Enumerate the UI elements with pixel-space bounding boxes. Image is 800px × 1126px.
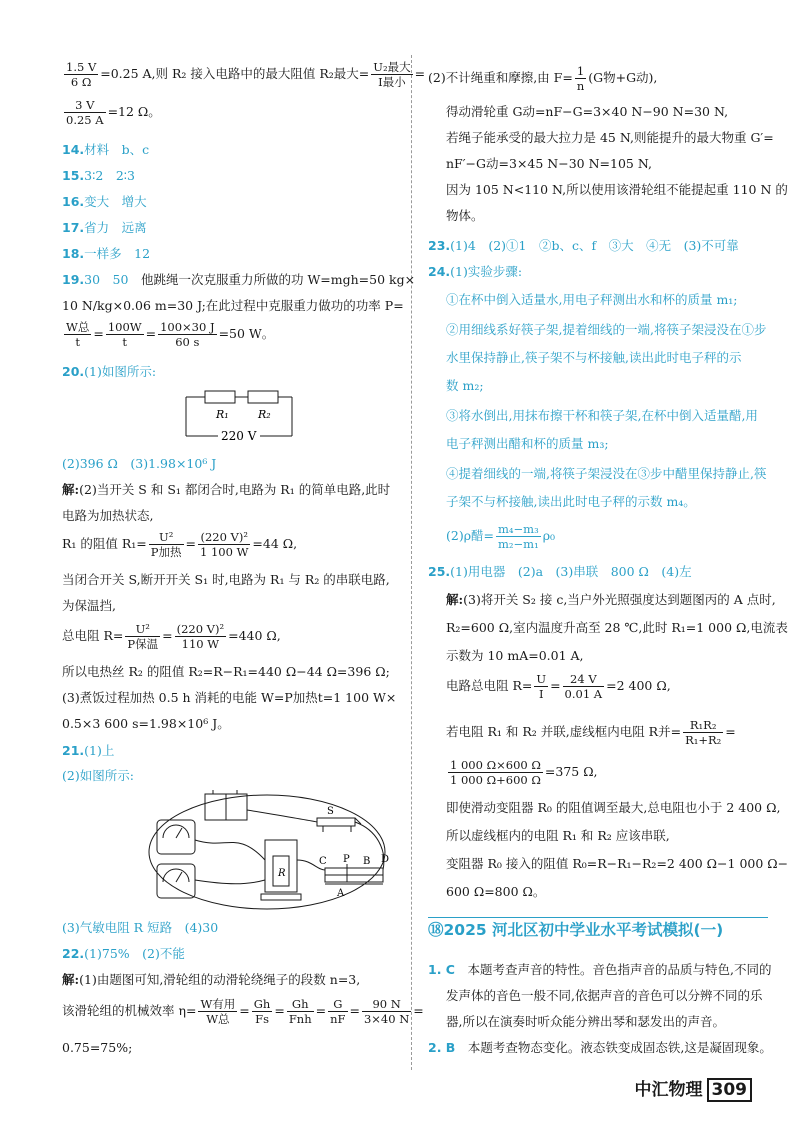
answer-25: 25.(1)用电器 (2)a (3)串联 800 Ω (4)左: [428, 564, 692, 579]
label-switch-s: S: [327, 806, 334, 817]
solution-22-line3: 0.75=75%;: [62, 1040, 133, 1055]
answer-24-step4: ④提着细线的一端,将筷子架浸没在③步中醋里保持静止,筷: [446, 466, 767, 481]
answer-24-step3: ③将水倒出,用抹布擦干杯和筷子架,在杯中倒入适量醋,用: [446, 408, 758, 423]
answer-14: 14.材料 b、c: [62, 142, 150, 157]
answer-19-line3: $\frac{\text{W总}}{t}$ = $\frac{100W}{t}$ = $\frac{100\times 30 J}{60 s}$ =50 W。: [66, 320, 275, 349]
solution-20-line2: 电路为加热状态,: [62, 508, 154, 523]
label-terminal-d: D: [381, 854, 390, 865]
page-number: 309: [707, 1078, 753, 1102]
solution-25-line10: 600 Ω=800 Ω。: [446, 884, 546, 899]
solution-20-total-r: 总电阻 R= $\frac{\text{U²}}{\text{P保温}}$ = $\frac{\text{(220 V)²}}{110 W}$ =440 Ω,: [62, 622, 281, 651]
section-heading-rule: [428, 917, 768, 918]
answer-24-step2b: 水里保持静止,筷子架不与杯接触,读出此时电子秤的示: [446, 350, 742, 365]
answer-1-line3: 器,所以在演奏时听众能分辨出琴和瑟发出的声音。: [446, 1014, 725, 1029]
solution-25-line1: 解:(3)将开关 S₂ 接 c,当户外光照强度达到题图丙的 A 点时,: [446, 592, 776, 607]
answer-24-step3b: 电子秤测出醋和杯的质量 m₃;: [446, 436, 609, 451]
solution-22-part2-line4: nF′−G动=3×45 N−30 N=105 N,: [446, 156, 652, 171]
answer-15: 15.3∶2 2∶3: [62, 168, 135, 183]
label-terminal-b: B: [363, 856, 371, 867]
solution-25-line2: R₂=600 Ω,室内温度升高至 28 ℃,此时 R₁=1 000 Ω,电流表: [446, 620, 788, 635]
answer-24-step4b: 子架不与杯接触,读出此时电子秤的示数 m₄。: [446, 494, 696, 509]
experiment-circuit-diagram: [147, 790, 409, 912]
solution-25-parallel-result: $\frac{1 000 \Omega\times 600 \Omega}{1 000 \Omega+600 \Omega}$ =375 Ω,: [450, 758, 598, 787]
answer-24: 24.(1)实验步骤:: [428, 264, 523, 279]
solution-22-part2-line5: 因为 105 N<110 N,所以使用该滑轮组不能提起重 110 N 的: [446, 182, 788, 197]
label-sensor-r: R: [278, 868, 286, 879]
solution-22-efficiency: 该滑轮组的机械效率 η= $\frac{\text{W有用}}{\text{W总}}$ = $\frac{Gh}{Fs}$ = $\frac{Gh}{\text{Fnh}}$ = $\frac{G}{nF}$ = $\frac{90 N}{3\times 40 N}$ =: [62, 997, 424, 1026]
solution-25-line8: 所以虚线框内的电阻 R₁ 和 R₂ 应该串联,: [446, 828, 670, 843]
answer-24-step1: ①在杯中倒入适量水,用电子秤测出水和杯的质量 m₁;: [446, 292, 738, 307]
label-voltage: 220 V: [221, 429, 257, 443]
footer-title: 中汇物理: [634, 1080, 703, 1100]
solution-20-line4: 当闭合开关 S,断开开关 S₁ 时,电路为 R₁ 与 R₂ 的串联电路,: [62, 572, 390, 587]
solution-22-part2-line6: 物体。: [446, 208, 484, 223]
page-footer: [635, 1075, 753, 1102]
solution-22-part2-line1: (2)不计绳重和摩擦,由 F= $\frac{1}{n}$ (G物+G动),: [428, 64, 658, 93]
answer-2: 2. B 本题考查物态变化。液态铁变成固态铁,这是凝固现象。: [428, 1040, 772, 1055]
solution-22-part2-line3: 若绳子能承受的最大拉力是 45 N,则能提升的最大物重 G′=: [446, 130, 774, 145]
label-terminal-c: C: [319, 856, 327, 867]
solution-22-part2-line2: 得动滑轮重 G动=nF−G=3×40 N−90 N=30 N,: [446, 104, 729, 119]
answer-19: 19.30 50 他跳绳一次克服重力所做的功 W=mgh=50 kg×: [62, 272, 416, 287]
label-terminal-a: A: [337, 888, 345, 899]
series-circuit-diagram: [180, 384, 300, 444]
solution-25-parallel: 若电阻 R₁ 和 R₂ 并联,虚线框内电阻 R并= $\frac{\text{R₁R₂}}{\text{R₁+R₂}}$ =: [446, 718, 736, 747]
solution-25-line3: 示数为 10 mA=0.01 A,: [446, 648, 584, 663]
answer-20: 20.(1)如图所示:: [62, 364, 157, 379]
label-r1: R₁: [216, 408, 229, 421]
answer-24-formula: (2)ρ醋= $\frac{\text{m₄−m₃}}{\text{m₂−m₁}}$ ρ₀: [446, 522, 556, 551]
label-r2: R₂: [258, 408, 271, 421]
line-12-ohm: $\frac{3 V}{0.25 A}$ =12 Ω。: [66, 98, 161, 127]
answer-16: 16.变大 增大: [62, 194, 147, 209]
solution-20-line5: 为保温挡,: [62, 598, 116, 613]
solution-20-line9: 0.5×3 600 s=1.98×10⁶ J。: [62, 716, 230, 731]
answer-21: 21.(1)上: [62, 743, 115, 758]
column-divider: [411, 55, 412, 1070]
answer-24-step2c: 数 m₂;: [446, 378, 484, 393]
answer-20-results: (2)396 Ω (3)1.98×10⁶ J: [62, 456, 217, 471]
solution-20-line8: (3)煮饭过程加热 0.5 h 消耗的电能 W=P加热t=1 100 W×: [62, 690, 397, 705]
solution-22-line1: 解:(1)由题图可知,滑轮组的动滑轮绕绳子的段数 n=3,: [62, 972, 361, 987]
solution-20-line7: 所以电热丝 R₂ 的阻值 R₂=R−R₁=440 Ω−44 Ω=396 Ω;: [62, 664, 390, 679]
line-r2-max: $\frac{1.5 V}{6 \Omega}$ =0.25 A,则 R₂ 接入电路中的最大阻值 R₂最大= $\frac{\text{U₂最大}}{\text{I最小}}$ =: [66, 60, 426, 89]
answer-1: 1. C 本题考查声音的特性。音色指声音的品质与特色,不同的: [428, 962, 772, 977]
answer-19-line2: 10 N/kg×0.06 m=30 J;在此过程中克服重力做功的功率 P=: [62, 298, 404, 313]
answer-24-step2: ②用细线系好筷子架,提着细线的一端,将筷子架浸没在①步: [446, 322, 767, 337]
answer-17: 17.省力 远离: [62, 220, 147, 235]
answer-18: 18.一样多 12: [62, 246, 151, 261]
answer-21-part2: (2)如图所示:: [62, 768, 134, 783]
solution-25-total-r: 电路总电阻 R= $\frac{U}{I}$ = $\frac{24 V}{0.01 A}$ =2 400 Ω,: [446, 672, 671, 701]
answer-23: 23.(1)4 (2)①1 ②b、c、f ③大 ④无 (3)不可靠: [428, 238, 739, 253]
solution-20-line1: 解:(2)当开关 S 和 S₁ 都闭合时,电路为 R₁ 的简单电路,此时: [62, 482, 391, 497]
section-heading: ⑱2025 河北区初中学业水平考试模拟(一): [428, 919, 768, 941]
solution-25-line9: 变阻器 R₀ 接入的阻值 R₀=R−R₁−R₂=2 400 Ω−1 000 Ω−: [446, 856, 789, 871]
label-slider-p: P: [343, 854, 350, 865]
answer-1-line2: 发声体的音色一般不同,依据声音的音色可以分辨不同的乐: [446, 988, 763, 1003]
solution-25-line7: 即使滑动变阻器 R₀ 的阻值调至最大,总电阻也小于 2 400 Ω,: [446, 800, 781, 815]
answer-22: 22.(1)75% (2)不能: [62, 946, 185, 961]
solution-20-r1: R₁ 的阻值 R₁= $\frac{\text{U²}}{\text{P加热}}$ = $\frac{\text{(220 V)²}}{1 100 W}$ =44 Ω,: [62, 530, 298, 559]
answer-21-part3: (3)气敏电阻 R 短路 (4)30: [62, 920, 219, 935]
